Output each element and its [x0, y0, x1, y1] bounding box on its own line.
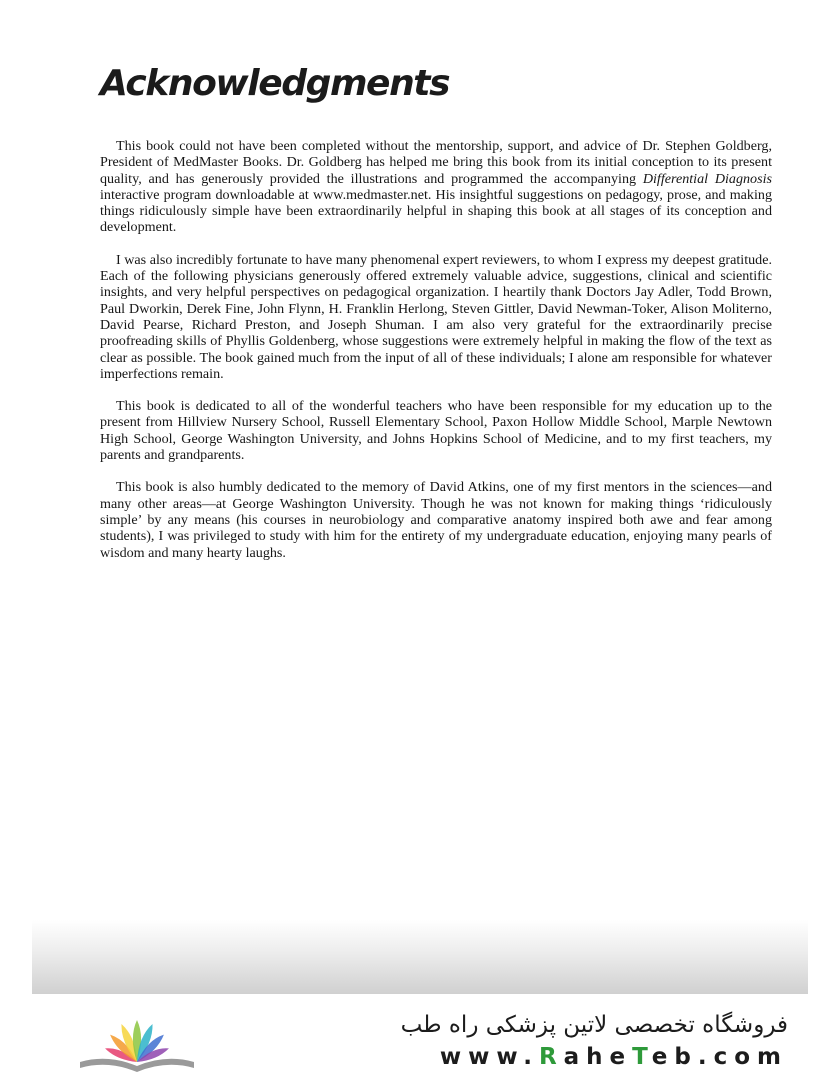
- italic-run: Differential Diagnosis: [642, 170, 772, 187]
- text-run: This book is dedicated to all of the wonderful teachers who have been responsible for my education up to the present from Hillview Nursery School, Russell Elementary School, Paxon Hollow Middle School, Marple Newtown High School, George Washington University, and Johns Hopkins School of Medicine, and to my first teachers, my parents and grandparents.: [100, 398, 772, 464]
- url-text: eb.com: [651, 1044, 788, 1070]
- body-paragraph: [100, 138, 772, 236]
- body-text: [100, 138, 772, 561]
- footer-website-url: [440, 1044, 788, 1070]
- body-paragraph: [100, 398, 772, 463]
- url-text: www.: [439, 1044, 539, 1070]
- footer-persian-text: فروشگاه تخصصی لاتین پزشکی راه طب: [400, 1012, 788, 1038]
- text-run: This book is also humbly dedicated to the memory of David Atkins, one of my first mentors in the sciences—and many other areas—at George Washington University. Though he was not known for making things ‘ridiculously simple’ by any means (his courses in neurobiology and comparative anatomy inspired both awe and fear among students), I was privileged to study with him for the entirety of my undergraduate education, enjoying many pearls of wisdom and many hearty laughs.: [100, 479, 772, 561]
- open-book-logo-icon: [72, 1010, 202, 1074]
- body-paragraph: [100, 252, 772, 382]
- text-run: interactive program downloadable at www.medmaster.net. His insightful suggestions on pedagogy, prose, and making things ridiculously simple have been extraordinarily helpful in shaping this book at all stages of its conception and development.: [100, 186, 772, 236]
- text-run: This book could not have been completed without the mentorship, support, and advice of Dr. Stephen Goldberg, President of MedMaster Books. Dr. Goldberg has helped me bring this book from its initial conception to its present quality, and has generously provided the illustrations and programmed the accompanying: [100, 138, 772, 187]
- url-text: ahe: [563, 1044, 633, 1070]
- url-highlight-letter: T: [632, 1044, 652, 1070]
- text-run: I was also incredibly fortunate to have many phenomenal expert reviewers, to whom I express my deepest gratitude. Each of the following physicians generously offered extremely valuable advice, suggestions, clinical and scientific insights, and very helpful perspectives on pedagogical organization. I heartily thank Doctors Jay Adler, Todd Brown, Paul Dworkin, Derek Fine, John Flynn, H. Franklin Herlong, Steven Gittler, David Newman-Toker, Alison Moliterno, David Pearse, Richard Preston, and Joseph Shuman. I am also very grateful for the extraordinarily precise proofreading skills of Phyllis Goldenberg, whose suggestions were extremely helpful in making the flow of the text as clear as possible. The book gained much from the input of all of these individuals; I alone am responsible for whatever imperfections remain.: [100, 251, 772, 382]
- page-title: Acknowledgments: [100, 63, 450, 104]
- page-bottom-shadow: [32, 920, 808, 994]
- url-highlight-letter: R: [538, 1044, 564, 1070]
- body-paragraph: [100, 479, 772, 560]
